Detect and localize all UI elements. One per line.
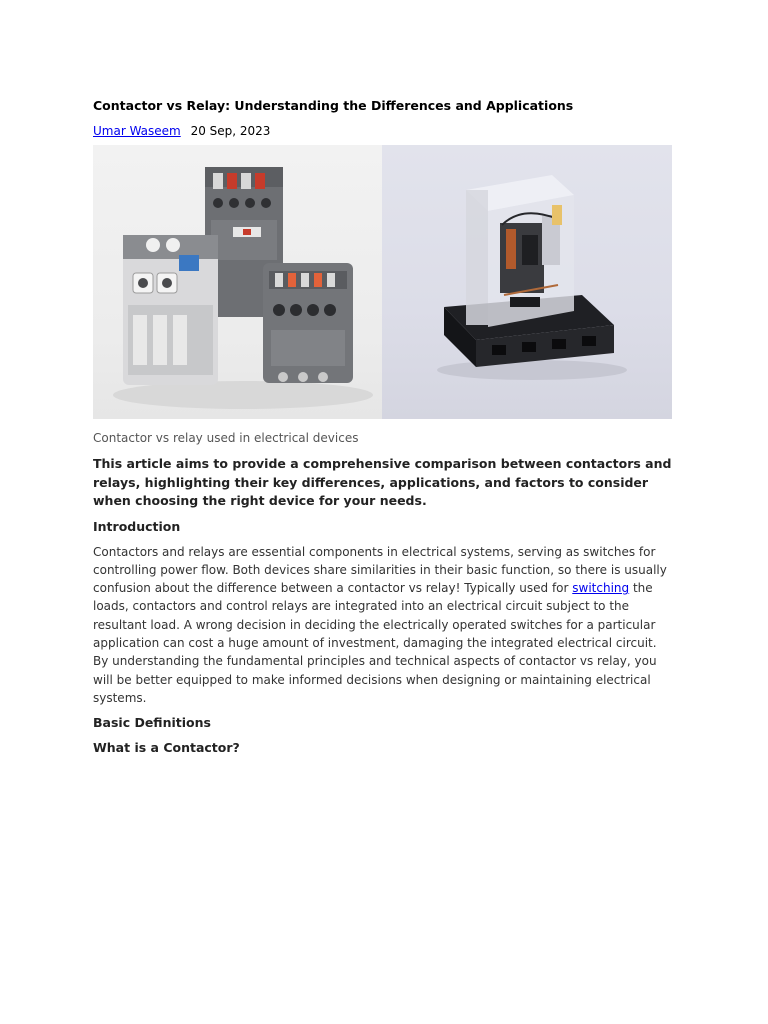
relay-photo — [382, 145, 672, 419]
intro-text-before: Contactors and relays are essential components in electrical systems, serving as switches for controlling power flow. Both devices share similarities in their basic function, so there is usually confusion about the difference between a contactor vs relay! Typically used for — [93, 544, 667, 596]
basic-definitions-heading: Basic Definitions — [93, 715, 211, 731]
publish-date: 20 Sep, 2023 — [190, 124, 271, 138]
article-title: Contactor vs Relay: Understanding the Differences and Applications — [93, 98, 574, 113]
figure-caption: Contactor vs relay used in electrical devices — [93, 431, 359, 445]
hero-figure — [93, 145, 672, 419]
relay-image — [382, 145, 672, 419]
switching-link[interactable]: switching — [572, 581, 630, 596]
contactor-photo — [93, 145, 382, 419]
author-link[interactable]: Umar Waseem — [93, 124, 181, 138]
introduction-heading: Introduction — [93, 518, 181, 534]
intro-text-after: the loads, contactors and control relays are integrated into an electrical circuit subject to the resultant load. A wrong decision in deciding the electrically operated switches for a particular application can cost a huge amount of investment, damaging the integrated electrical circuit. By understanding the fundamental principles and technical aspects of contactor vs relay, you will be better equipped to make informed decisions when designing or maintaining electrical systems. — [93, 581, 657, 705]
introduction-paragraph — [93, 543, 673, 708]
contactor-image — [93, 145, 382, 419]
what-is-contactor-heading: What is a Contactor? — [93, 740, 240, 756]
article-meta — [93, 123, 673, 139]
article — [93, 97, 673, 764]
lead-paragraph: This article aims to provide a comprehensive comparison between contactors and relays, highlighting their key differences, applications, and factors to consider when choosing the right device for your needs. — [93, 456, 672, 508]
